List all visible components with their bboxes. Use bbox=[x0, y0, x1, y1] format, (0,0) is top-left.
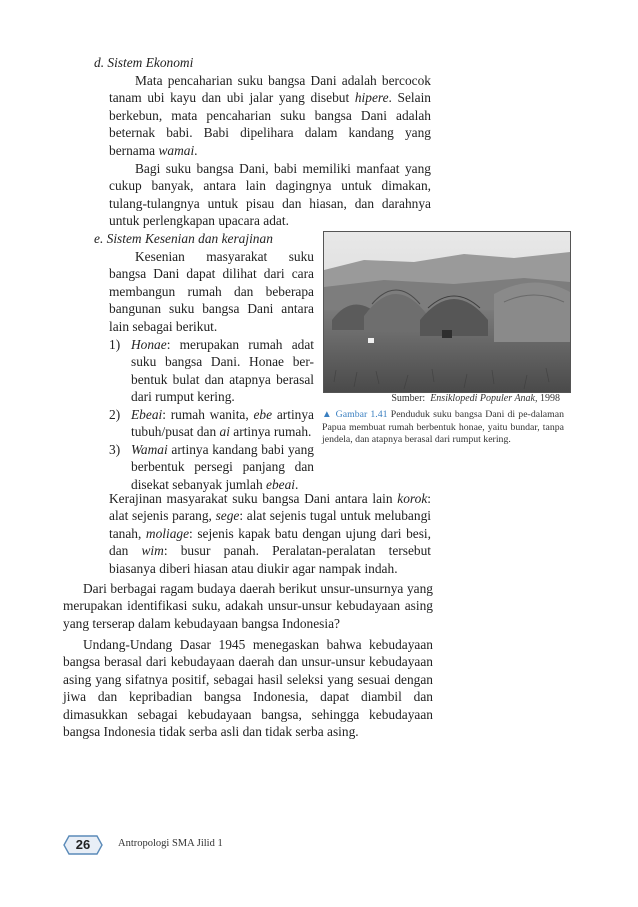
body-paragraph-1: Dari berbagai ragam budaya daerah berikut unsur-unsurnya yang merupakan identifikasi suku, adakah unsur-unsur kebudayaan asing yang terserap dalam kebudayaan bangsa Indonesia? bbox=[63, 581, 433, 631]
triangle-icon: ▲ bbox=[322, 409, 333, 420]
section-d-paragraph-2: Bagi suku bangsa Dani, babi memiliki manfaat yang cukup banyak, antara lain dagingnya untuk dimakan, tulang-tulangnya untuk pisau dan hiasan, dan darahnya untuk perlengkapan upacara adat. bbox=[109, 161, 431, 229]
section-e-heading: e. Sistem Kesenian dan kerajinan bbox=[94, 231, 273, 246]
list-item-wamai: 3) Wamai artinya kandang babi yang berbentuk persegi panjang dan disekat sebanyak jumlah ebeai. bbox=[109, 442, 314, 492]
page-number: 26 bbox=[75, 837, 91, 852]
list-item-ebeai: 2) Ebeai: rumah wanita, ebe artinya tubuh/pusat dan ai artinya rumah. bbox=[109, 407, 314, 440]
figure-caption: ▲ Gambar 1.41 Penduduk suku bangsa Dani di pe-dalaman Papua membuat rumah berbentuk honae, yaitu bundar, tanpa jendela, dan atapnya berasal dari rumput kering. bbox=[322, 409, 565, 446]
body-paragraph-2: Undang-Undang Dasar 1945 menegaskan bahwa kebudayaan bangsa berasal dari kebudayaan daerah dan unsur-unsur kebudayaan asing yang sifatnya positif, sebagai hasil seleksi yang sesuai dengan jiwa dan kepribadian bangsa Indonesia, dapat diambil dan dimasukkan sebagai kebudayaan bangsa, sehingga kebudayaan bangsa Indonesia tidak serba asli dan tidak serba asing. bbox=[63, 637, 433, 740]
list-item-honae: 1) Honae: merupakan rumah adat suku bangsa Dani. Honae ber-bentuk bulat dan atapnya berasal dari rumput kering. bbox=[109, 337, 314, 405]
section-e-intro: Kesenian masyarakat suku bangsa Dani dapat dilihat dari cara membangun rumah dan beberapa bangunan suku bangsa Dani antara lain sebagai berikut. bbox=[109, 249, 314, 334]
page-number-badge bbox=[63, 835, 103, 855]
crafts-paragraph: Kerajinan masyarakat suku bangsa Dani antara lain korok: alat sejenis parang, sege: alat sejenis tugal untuk melubangi tanah, moliage: sejenis kapak batu dengan ujung dari besi, dan wim: busur panah. Peralatan-peralatan tersebut biasanya diberi hiasan atau diukir agar nampak indah. bbox=[109, 491, 431, 576]
honae-photo bbox=[323, 231, 571, 393]
footer-book-title: Antropologi SMA Jilid 1 bbox=[118, 838, 223, 849]
section-d-paragraph-1: Mata pencaharian suku bangsa Dani adalah bercocok tanam ubi kayu dan ubi jalar yang disebut hipere. Selain berkebun, mata pencaharian suku bangsa Dani adalah beternak babi. Babi dipelihara dalam kandang yang bernama wamai. bbox=[109, 73, 431, 158]
figure-source: Sumber: Ensiklopedi Populer Anak, 1998 bbox=[391, 393, 560, 404]
section-d-heading: d. Sistem Ekonomi bbox=[94, 55, 194, 70]
